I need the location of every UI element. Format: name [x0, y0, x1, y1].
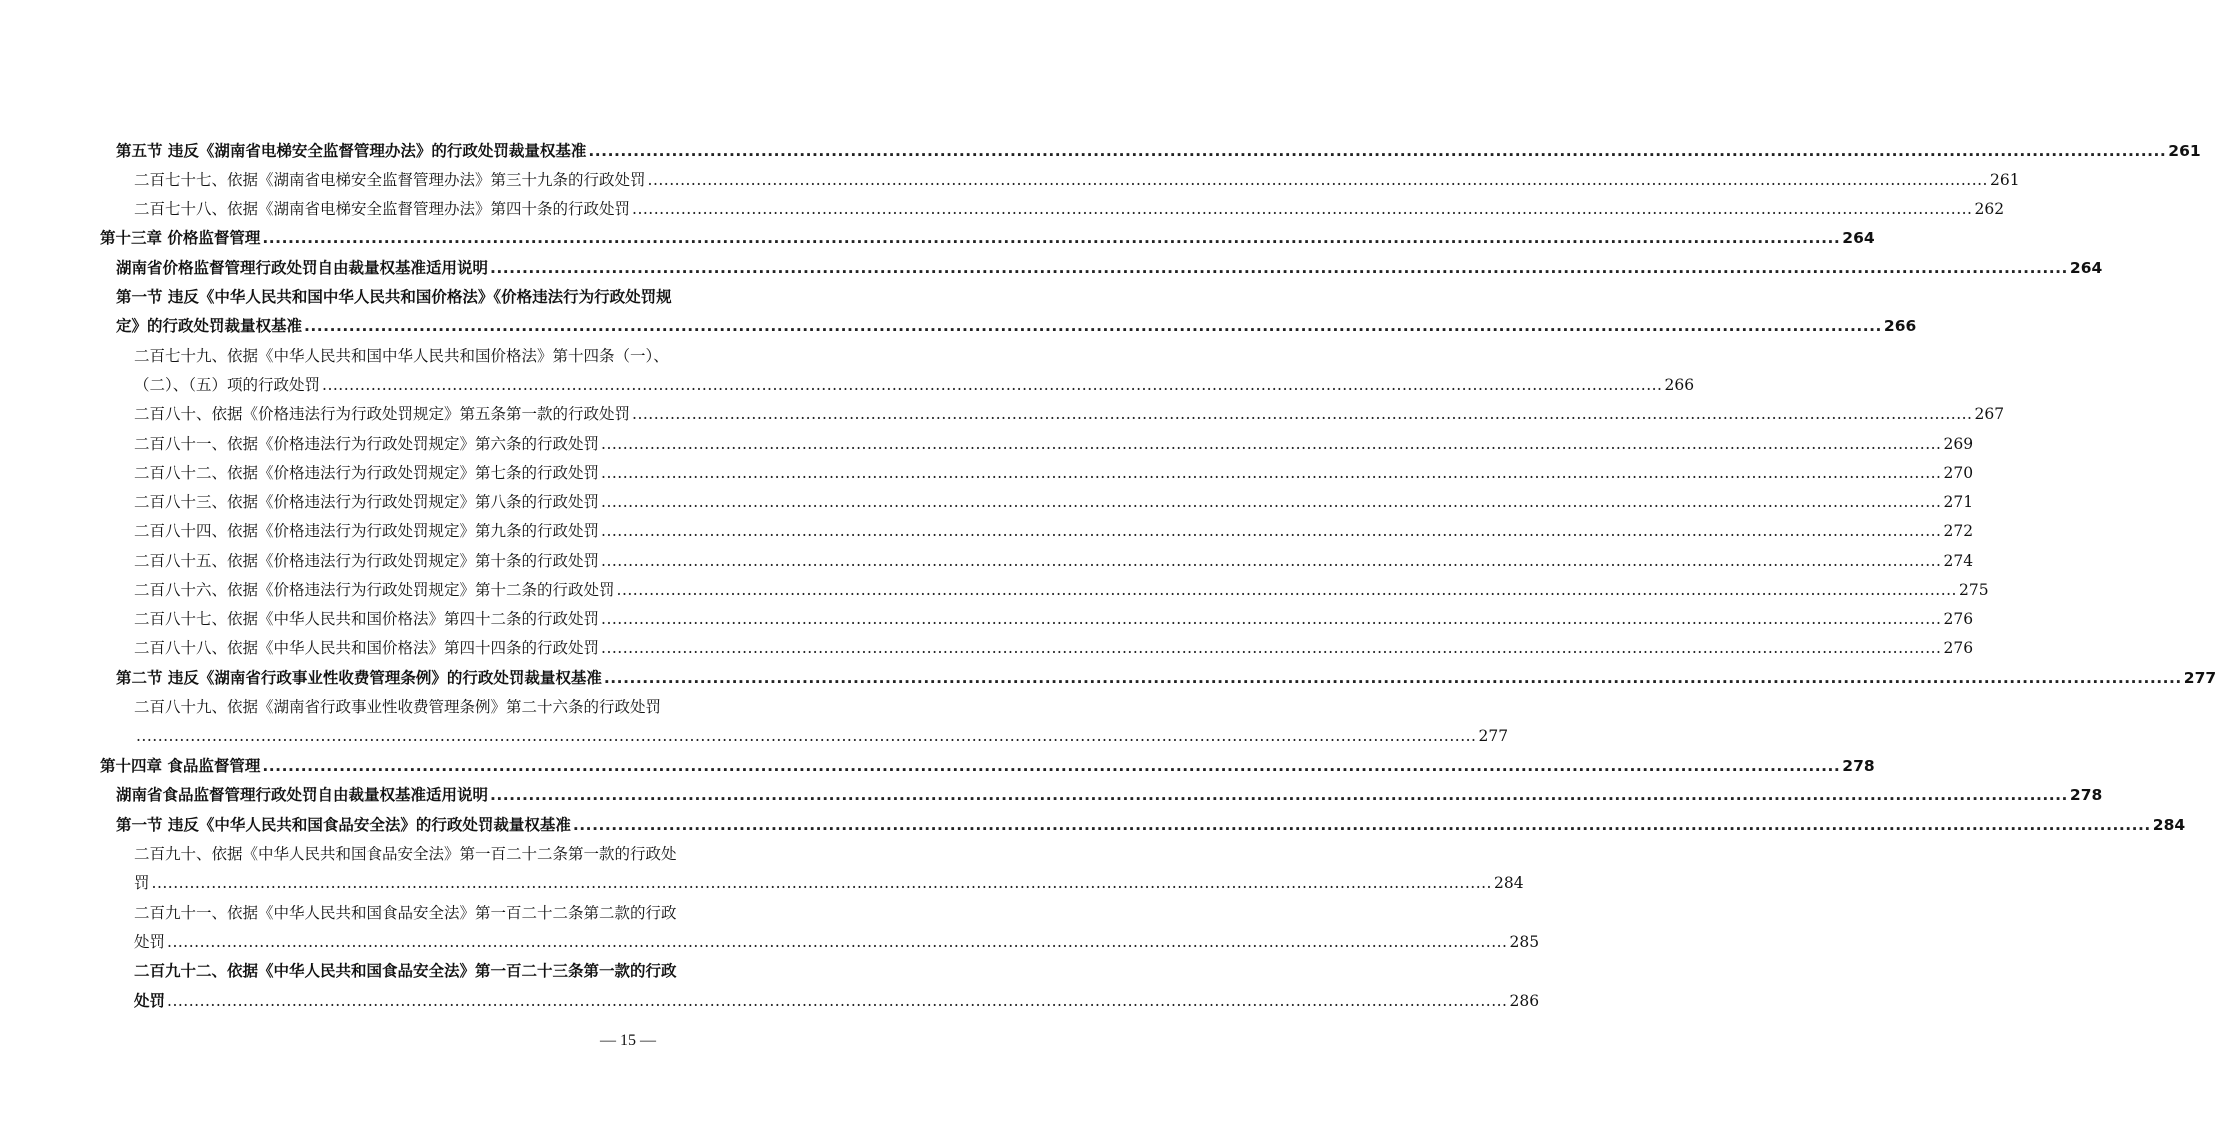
toc-entry-title: 定》的行政处罚裁量权基准	[116, 317, 303, 335]
toc-leader	[601, 459, 1941, 487]
toc-entry[interactable]	[134, 430, 1974, 458]
toc-entry-title: 第五节 违反《湖南省电梯安全监督管理办法》的行政处罚裁量权基准	[116, 142, 587, 160]
toc-entry-page: 264	[2069, 259, 2103, 277]
toc-leader	[632, 195, 1972, 223]
toc-entry-page: 266	[1664, 376, 1695, 394]
toc-entry[interactable]	[134, 166, 2020, 194]
toc-entry-title: 湖南省价格监督管理行政处罚自由裁量权基准适用说明	[116, 259, 489, 277]
toc-entry-page: 261	[1990, 171, 2020, 189]
toc-leader	[617, 576, 1957, 604]
toc-entry-page: 267	[1974, 405, 2005, 423]
toc-entry[interactable]	[134, 342, 693, 370]
toc-entry[interactable]	[134, 957, 693, 985]
toc-entry-title: 二百八十六、依据《价格违法行为行政处罚规定》第十二条的行政处罚	[134, 581, 615, 599]
toc-leader	[601, 430, 1941, 458]
toc-entry[interactable]	[134, 928, 1540, 956]
toc-entry-page: 284	[1494, 874, 1524, 892]
toc-entry-title: 二百九十二、依据《中华人民共和国食品安全法》第一百二十三条第一款的行政	[134, 962, 677, 980]
toc-leader	[601, 547, 1941, 575]
toc-entry-title: 第二节 违反《湖南省行政事业性收费管理条例》的行政处罚裁量权基准	[116, 669, 602, 687]
toc-entry-title: 二百八十二、依据《价格违法行为行政处罚规定》第七条的行政处罚	[134, 464, 600, 482]
toc-entry[interactable]	[100, 224, 1875, 252]
toc-entry[interactable]	[116, 811, 2186, 839]
toc-entry-title: 二百八十一、依据《价格违法行为行政处罚规定》第六条的行政处罚	[134, 435, 600, 453]
toc-entry[interactable]	[100, 752, 1875, 780]
toc-entry-title: 二百九十一、依据《中华人民共和国食品安全法》第一百二十二条第二款的行政	[134, 904, 677, 922]
toc-entry[interactable]	[116, 664, 2216, 692]
toc-entry[interactable]	[134, 547, 1974, 575]
toc-leader	[167, 987, 1507, 1015]
toc-entry-title: 二百八十、依据《价格违法行为行政处罚规定》第五条第一款的行政处罚	[134, 405, 631, 423]
toc-entry-title: 二百八十四、依据《价格违法行为行政处罚规定》第九条的行政处罚	[134, 522, 600, 540]
toc-entry[interactable]	[134, 899, 693, 927]
toc-entry[interactable]	[134, 371, 1695, 399]
toc-leader	[604, 664, 2182, 692]
toc-entry-page: 277	[2183, 669, 2216, 687]
toc-entry-title: 二百八十八、依据《中华人民共和国价格法》第四十四条的行政处罚	[134, 639, 600, 657]
toc-leader	[490, 781, 2068, 809]
toc-entry[interactable]	[134, 576, 1989, 604]
toc-leader	[322, 371, 1662, 399]
toc-leader	[136, 722, 1476, 750]
toc-entry-page: 274	[1943, 552, 1974, 570]
page-number: — 15 —	[600, 1032, 656, 1049]
toc-entry-page: 276	[1943, 639, 1974, 657]
toc-leader	[152, 869, 1492, 897]
toc-entry-page: 275	[1959, 581, 1989, 599]
toc-entry[interactable]	[116, 781, 2103, 809]
toc-entry[interactable]	[116, 137, 2201, 165]
toc-entry-page: 286	[1509, 992, 1540, 1010]
toc-leader	[601, 634, 1941, 662]
toc-entry-page: 269	[1943, 435, 1974, 453]
toc-entry-page: 284	[2152, 816, 2186, 834]
toc-entry[interactable]	[134, 195, 2005, 223]
toc-entry-page: 264	[1842, 229, 1875, 247]
toc-entry[interactable]	[134, 693, 693, 721]
toc-entry-title: 第十四章 食品监督管理	[100, 757, 261, 775]
toc-entry-title: 罚	[134, 874, 150, 892]
toc-entry-page: 277	[1478, 727, 1509, 745]
toc-entry-title: 二百七十八、依据《湖南省电梯安全监督管理办法》第四十条的行政处罚	[134, 200, 631, 218]
toc-entry-title: 二百七十九、依据《中华人民共和国中华人民共和国价格法》第十四条（一）、	[134, 347, 669, 365]
toc-entry[interactable]	[134, 488, 1974, 516]
toc-leader	[262, 224, 1840, 252]
toc-leader	[632, 400, 1972, 428]
toc-leader	[573, 811, 2151, 839]
toc-leader	[490, 254, 2068, 282]
toc-entry-title: 第一节 违反《中华人民共和国食品安全法》的行政处罚裁量权基准	[116, 816, 571, 834]
toc-leader	[648, 166, 1988, 194]
toc-entry-title: 湖南省食品监督管理行政处罚自由裁量权基准适用说明	[116, 786, 489, 804]
toc-entry[interactable]	[134, 722, 1509, 750]
toc-entry[interactable]	[134, 869, 1524, 897]
toc-entry[interactable]	[134, 605, 1974, 633]
toc-entry-page: 276	[1943, 610, 1974, 628]
toc-leader	[167, 928, 1507, 956]
toc-entry-title: 处罚	[134, 992, 166, 1010]
toc-entry-title: 二百八十五、依据《价格违法行为行政处罚规定》第十条的行政处罚	[134, 552, 600, 570]
toc-entry[interactable]	[116, 312, 1917, 340]
toc-entry[interactable]	[134, 459, 1974, 487]
toc-entry-page: 278	[2069, 786, 2103, 804]
toc-entry[interactable]	[116, 283, 693, 311]
toc-entry[interactable]	[134, 634, 1974, 662]
toc-leader	[601, 488, 1941, 516]
toc-entry-title: 二百八十九、依据《湖南省行政事业性收费管理条例》第二十六条的行政处罚	[134, 698, 662, 716]
toc-entry-page: 278	[1842, 757, 1875, 775]
toc-entry-page: 270	[1943, 464, 1974, 482]
toc-entry-title: 处罚	[134, 933, 166, 951]
toc-leader	[588, 137, 2166, 165]
toc-entry-page: 261	[2168, 142, 2201, 160]
toc-entry[interactable]	[134, 840, 693, 868]
toc-entry[interactable]	[134, 517, 1974, 545]
toc-entry-page: 272	[1943, 522, 1974, 540]
toc-entry-page: 262	[1974, 200, 2005, 218]
toc-entry[interactable]	[134, 987, 1540, 1015]
toc-entry-title: 二百九十、依据《中华人民共和国食品安全法》第一百二十二条第一款的行政处	[134, 845, 677, 863]
toc-leader	[601, 605, 1941, 633]
toc-entry-page: 271	[1943, 493, 1974, 511]
toc-entry-title: 第一节 违反《中华人民共和国中华人民共和国价格法》《价格违法行为行政处罚规	[116, 288, 672, 306]
toc-entry-title: （二）、（五）项的行政处罚	[134, 376, 321, 394]
toc-entry[interactable]	[134, 400, 2005, 428]
toc-entry-title: 第十三章 价格监督管理	[100, 229, 261, 247]
toc-entry-title: 二百八十七、依据《中华人民共和国价格法》第四十二条的行政处罚	[134, 610, 600, 628]
toc-entry-title: 二百八十三、依据《价格违法行为行政处罚规定》第八条的行政处罚	[134, 493, 600, 511]
toc-entry-page: 285	[1509, 933, 1540, 951]
toc-entry[interactable]	[116, 254, 2103, 282]
toc-entry-page: 266	[1883, 317, 1917, 335]
toc-leader	[601, 517, 1941, 545]
toc-leader	[304, 312, 1882, 340]
toc-entry-title: 二百七十七、依据《湖南省电梯安全监督管理办法》第三十九条的行政处罚	[134, 171, 646, 189]
toc-leader	[262, 752, 1840, 780]
